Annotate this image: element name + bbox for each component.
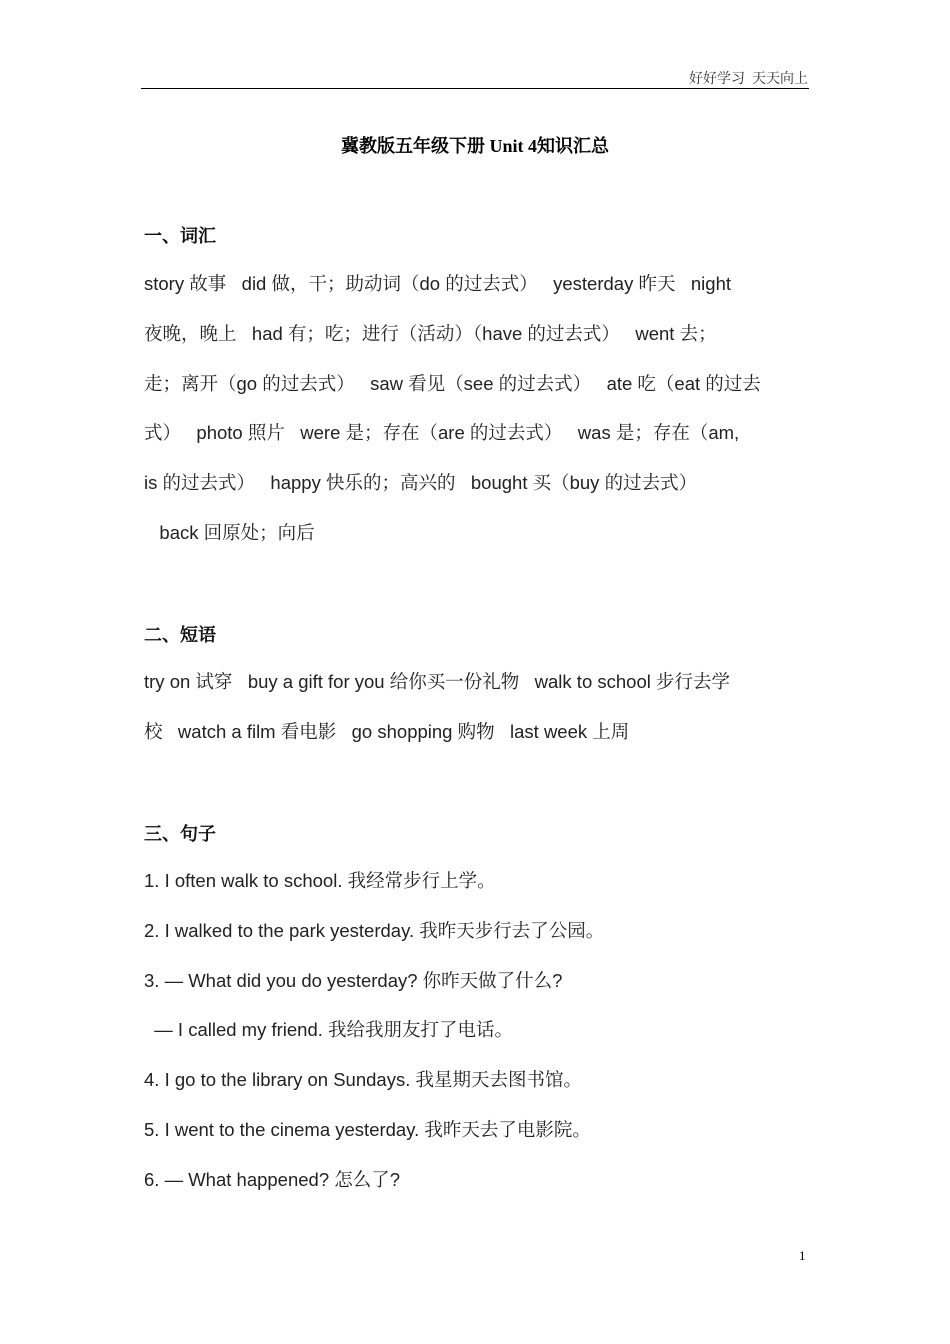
sentence-item: 3. — What did you do yesterday? 你昨天做了什么? (144, 969, 563, 991)
vocabulary-line: is 的过去式） happy 快乐的；高兴的 bought 买（buy 的过去式） (144, 472, 698, 494)
header-motto: 好好学习 天天向上 (689, 72, 808, 87)
vocabulary-line: 走；离开（go 的过去式） saw 看见（see 的过去式） ate 吃（eat 的过去 (144, 372, 761, 394)
header-divider (141, 88, 809, 89)
vocabulary-paragraph (144, 259, 808, 558)
sentence-item: 2. I walked to the park yesterday. 我昨天步行去了公园。 (144, 919, 605, 941)
vocabulary-line: 式） photo 照片 were 是；存在（are 的过去式） was 是；存在（am, (144, 422, 740, 444)
document-title: 冀教版五年级下册 Unit 4知识汇总 (340, 136, 609, 156)
vocabulary-line: back 回原处；向后 (144, 521, 315, 543)
sentence-item: 5. I went to the cinema yesterday. 我昨天去了电影院。 (144, 1118, 591, 1140)
phrases-line: try on 试穿 buy a gift for you 给你买一份礼物 walk to school 步行去学 (144, 671, 730, 692)
vocabulary-line: story 故事 did 做，干；助动词（do 的过去式） yesterday 昨天 night (144, 273, 731, 294)
sentences-list (144, 856, 808, 1205)
section-heading-sentences: 三、句子 (144, 824, 216, 844)
section-heading-vocabulary: 一、词汇 (144, 226, 216, 246)
vocabulary-line: 夜晚，晚上 had 有；吃；进行（活动）（have 的过去式） went 去； (144, 322, 717, 344)
page-number: 1 (799, 1248, 806, 1263)
sentence-item: 4. I go to the library on Sundays. 我星期天去图书馆。 (144, 1069, 582, 1091)
phrases-paragraph (144, 657, 808, 757)
section-heading-phrases: 二、短语 (144, 625, 216, 645)
phrases-line: 校 watch a film 看电影 go shopping 购物 last week 上周 (144, 720, 630, 742)
sentence-item: 6. — What happened? 怎么了? (144, 1168, 401, 1190)
sentence-item: 1. I often walk to school. 我经常步行上学。 (144, 870, 496, 891)
sentence-item: — I called my friend. 我给我朋友打了电话。 (144, 1019, 514, 1041)
